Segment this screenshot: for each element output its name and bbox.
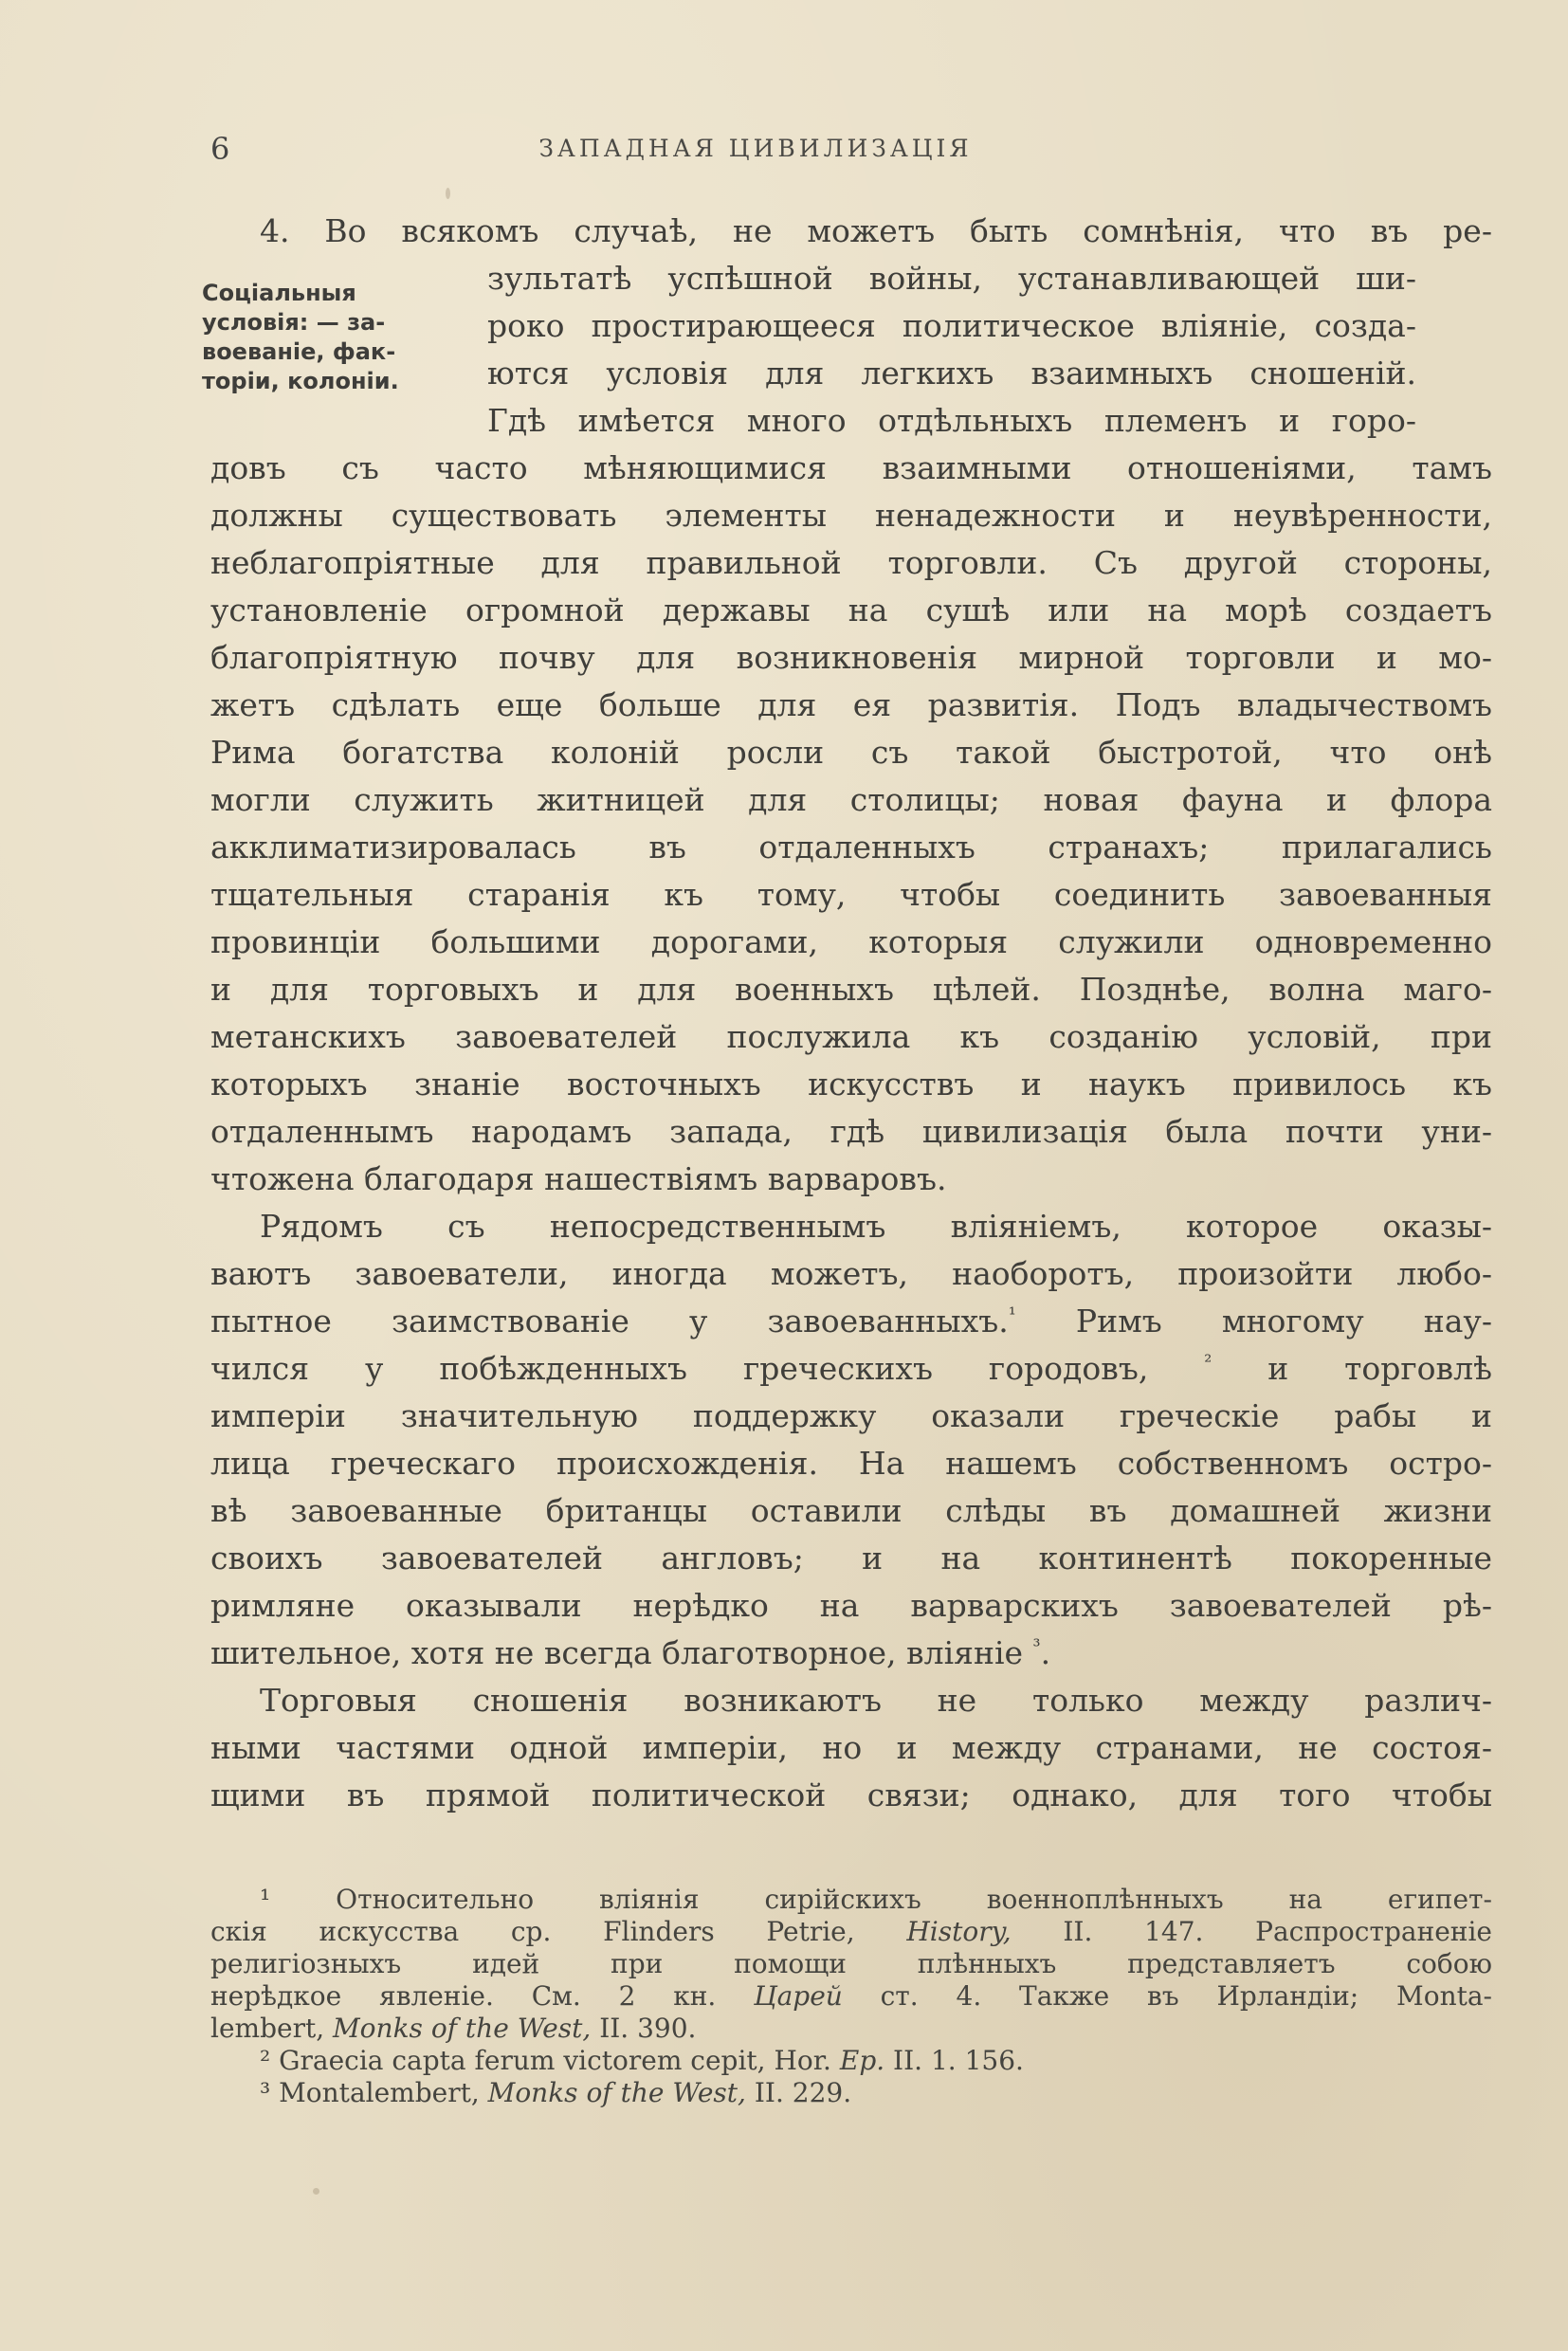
footnote-ref[interactable]: ¹ <box>1008 1303 1016 1325</box>
text-segment: нерѣдкое явленіе. См. 2 кн. <box>210 1980 717 2012</box>
text-segment: Римъ многому нау- <box>1075 1303 1492 1340</box>
text-segment: ² Graecia capta ferum victorem cepit, Hor. <box>260 2045 831 2076</box>
text-line <box>210 1630 1492 1677</box>
text-segment: чился у побѣжденныхъ греческихъ городовъ, <box>210 1350 1149 1387</box>
footnote-line <box>210 1980 1492 2013</box>
text-segment: ³ Montalembert, <box>260 2077 480 2108</box>
text-line: тщательныя старанія къ тому, чтобы соединить завоеванныя <box>210 876 1492 913</box>
text-line: 4. Во всякомъ случаѣ, не можетъ быть сомнѣнія, что въ ре- <box>260 212 1492 249</box>
text-line: ными частями одной имперіи, но и между странами, не состоя- <box>210 1729 1492 1766</box>
text-line: провинціи большими дорогами, которыя служили одновременно <box>210 923 1492 960</box>
ink-speck <box>446 188 450 199</box>
text-line: и для торговыхъ и для военныхъ цѣлей. Позднѣе, волна маго- <box>210 971 1492 1008</box>
footnote-ref[interactable]: ³ <box>1032 1634 1041 1657</box>
text-line: ваютъ завоеватели, иногда можетъ, наоборотъ, произойти любо- <box>210 1255 1492 1292</box>
text-segment: lembert, <box>210 2013 325 2044</box>
text-line: Торговыя сношенія возникаютъ не только между различ- <box>260 1682 1492 1719</box>
text-line: ются условія для легкихъ взаимныхъ сношеній. <box>487 355 1416 392</box>
footnote-line <box>210 1916 1492 1948</box>
citation-title: Monks of the West, <box>487 2077 746 2108</box>
citation-title: Monks of the West, <box>333 2013 592 2044</box>
text-line: роко простирающееся политическое вліяніе, созда- <box>487 307 1416 344</box>
text-line: отдаленнымъ народамъ запада, гдѣ цивилизація была почти уни- <box>210 1113 1492 1150</box>
citation-title: Ep. <box>839 2045 885 2076</box>
text-line: своихъ завоевателей англовъ; и на континентѣ покоренные <box>210 1540 1492 1576</box>
text-line: благопріятную почву для возникновенія мирной торговли и мо- <box>210 639 1492 676</box>
text-segment: II. 147. Распространеніе <box>1063 1916 1492 1947</box>
text-segment: шительное, хотя не всегда благотворное, вліяніе <box>210 1634 1024 1671</box>
text-line <box>210 1345 1492 1393</box>
body-text <box>210 208 1492 1819</box>
footnote-ref[interactable]: ² <box>1204 1350 1212 1373</box>
text-line: которыхъ знаніе восточныхъ искусствъ и наукъ привилось къ <box>210 1066 1492 1103</box>
footnote-line <box>210 2077 1492 2109</box>
text-line: жетъ сдѣлать еще больше для ея развитія. Подъ владычествомъ <box>210 686 1492 723</box>
footnotes <box>210 1884 1492 2109</box>
margin-note-line: воеваніе, фак- <box>202 338 396 365</box>
text-segment: II. 1. 156. <box>893 2045 1024 2076</box>
running-head: ЗАПАДНАЯ ЦИВИЛИЗАЦІЯ <box>538 135 973 162</box>
text-segment: II. 229. <box>754 2077 852 2108</box>
text-line: установленіе огромной державы на сушѣ или на морѣ создаетъ <box>210 592 1492 629</box>
text-line: должны существовать элементы ненадежности и неувѣренности, <box>210 497 1492 534</box>
text-line <box>210 1298 1492 1345</box>
text-line: довъ съ часто мѣняющимися взаимными отношеніями, тамъ <box>210 449 1492 486</box>
text-segment: II. 390. <box>599 2013 697 2044</box>
footnote-line: ¹ Относительно вліянія сирійскихъ военноплѣнныхъ на египет- <box>260 1884 1492 1915</box>
text-segment: ст. 4. Также въ Ирландіи; Monta- <box>880 1980 1493 2012</box>
footnote-line <box>210 2045 1492 2077</box>
text-line: имперіи значительную поддержку оказали греческіе рабы и <box>210 1397 1492 1434</box>
text-segment: и торговлѣ <box>1267 1350 1492 1387</box>
text-line: зультатѣ успѣшной войны, устанавливающей ши- <box>487 260 1416 297</box>
footnote-line: религіозныхъ идей при помощи плѣнныхъ представляетъ собою <box>210 1948 1492 1979</box>
text-line: вѣ завоеванные британцы оставили слѣды въ домашней жизни <box>210 1492 1492 1529</box>
text-segment: . <box>1040 1634 1051 1671</box>
citation-title: Царей <box>754 1980 843 2012</box>
page-header <box>210 131 1301 169</box>
text-line: акклиматизировалась въ отдаленныхъ странахъ; прилагались <box>210 829 1492 866</box>
text-line: чтожена благодаря нашествіямъ варваровъ. <box>210 1160 947 1197</box>
page-number: 6 <box>210 131 230 167</box>
text-line: Рядомъ съ непосредственнымъ вліяніемъ, которое оказы- <box>260 1208 1492 1245</box>
text-line: могли служить житницей для столицы; новая фауна и флора <box>210 781 1492 818</box>
margin-note-line: Соціальныя <box>202 280 356 306</box>
text-line: лица греческаго происхожденія. На нашемъ собственномъ остро- <box>210 1445 1492 1482</box>
text-line: Рима богатства колоній росли съ такой быстротой, что онѣ <box>210 734 1492 771</box>
text-segment: пытное заимствованіе у завоеванныхъ. <box>210 1303 1009 1340</box>
footnote-line <box>210 2013 1492 2045</box>
text-segment: скія искусства ср. Flinders Petrie, <box>210 1916 855 1947</box>
margin-note-line: торіи, колоніи. <box>202 368 399 394</box>
citation-title: History, <box>906 1916 1012 1947</box>
text-line: неблагопріятные для правильной торговли. Съ другой стороны, <box>210 544 1492 581</box>
text-line: Гдѣ имѣется много отдѣльныхъ племенъ и горо- <box>487 402 1416 439</box>
text-line: римляне оказывали нерѣдко на варварскихъ завоевателей рѣ- <box>210 1587 1492 1624</box>
text-line: метанскихъ завоевателей послужила къ созданію условій, при <box>210 1018 1492 1055</box>
margin-note-line: условія: — за- <box>202 309 386 336</box>
text-line: щими въ прямой политической связи; однако, для того чтобы <box>210 1777 1492 1813</box>
ink-speck <box>313 2188 319 2195</box>
